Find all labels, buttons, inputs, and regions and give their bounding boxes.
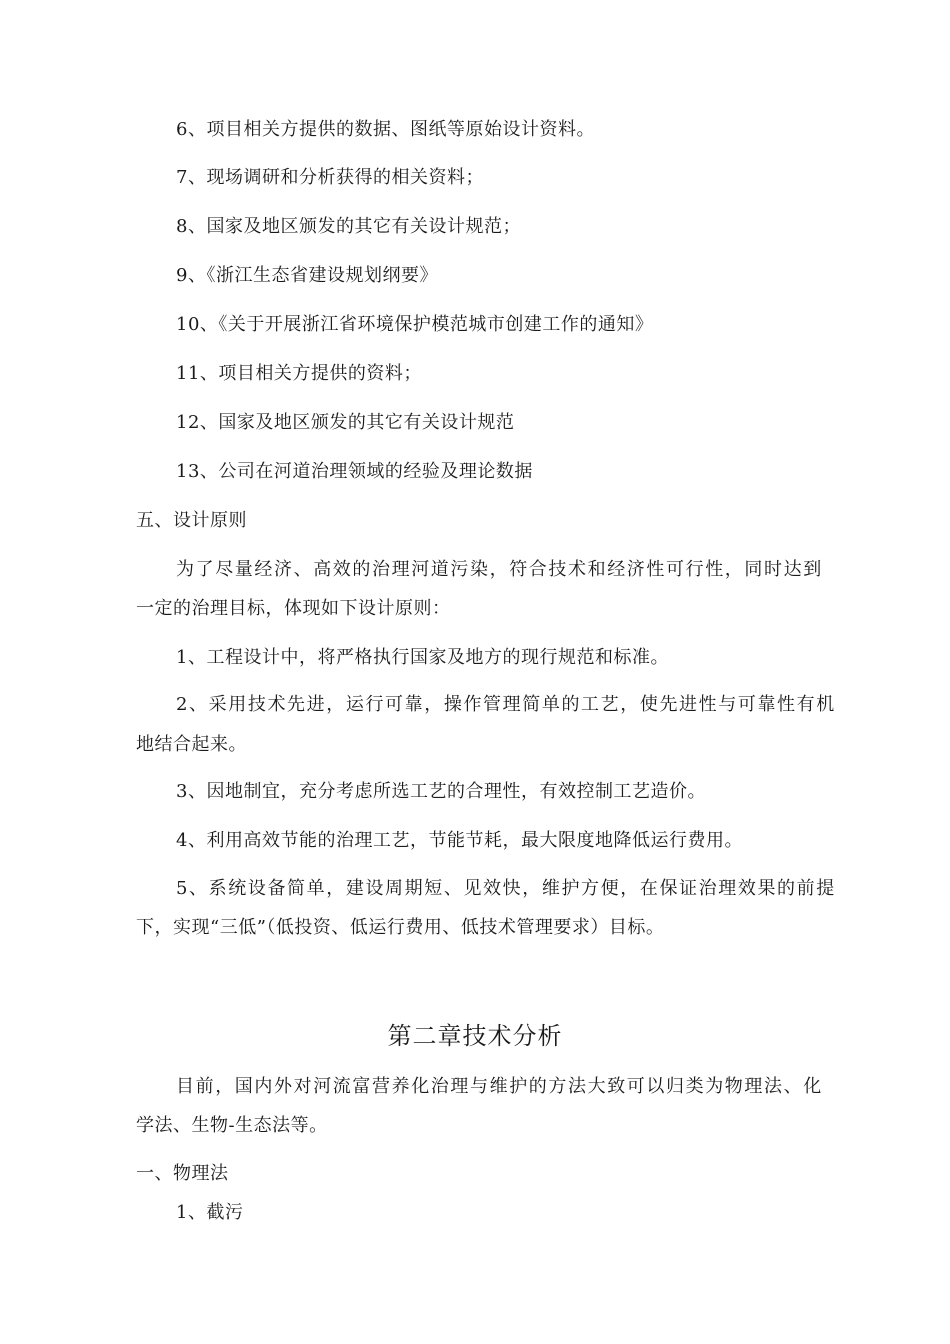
design-principles-intro-line1: 为了尽量经济、高效的治理河道污染，符合技术和经济性可行性，同时达到 [176,559,823,580]
section-heading-design-principles: 五、设计原则 [136,510,247,531]
principle-3: 3、因地制宜，充分考虑所选工艺的合理性，有效控制工艺造价。 [176,781,706,802]
reference-item-8: 8、国家及地区颁发的其它有关设计规范； [176,216,521,237]
reference-item-10: 10、《关于开展浙江省环境保护模范城市创建工作的通知》 [176,314,654,335]
principle-5-line1: 5、系统设备简单，建设周期短、见效快，维护方便，在保证治理效果的前提 [176,878,836,899]
section-heading-physical-method: 一、物理法 [136,1163,229,1184]
chapter-title: 第二章技术分析 [387,1022,563,1050]
reference-item-12: 12、国家及地区颁发的其它有关设计规范 [176,412,515,433]
chapter-intro-line2: 学法、生物-生态法等。 [136,1115,328,1136]
reference-item-6: 6、项目相关方提供的数据、图纸等原始设计资料。 [176,119,595,140]
principle-2-line2: 地结合起来。 [136,734,247,755]
design-principles-intro-line2: 一定的治理目标，体现如下设计原则： [136,598,451,619]
reference-item-9: 9、《浙江生态省建设规划纲要》 [176,265,438,286]
chapter-intro-line1: 目前，国内外对河流富营养化治理与维护的方法大致可以归类为物理法、化 [176,1076,823,1097]
principle-4: 4、利用高效节能的治理工艺，节能节耗，最大限度地降低运行费用。 [176,830,743,851]
principle-1: 1、工程设计中，将严格执行国家及地方的现行规范和标准。 [176,647,669,668]
principle-2-line1: 2、采用技术先进，运行可靠，操作管理简单的工艺，使先进性与可靠性有机 [176,694,836,715]
reference-item-7: 7、现场调研和分析获得的相关资料； [176,167,484,188]
reference-item-11: 11、项目相关方提供的资料； [176,363,422,384]
reference-item-13: 13、公司在河道治理领域的经验及理论数据 [176,461,533,482]
principle-5-line2: 下，实现“三低”（低投资、低运行费用、低技术管理要求）目标。 [136,917,665,938]
subsection-interception: 1、截污 [176,1202,244,1223]
